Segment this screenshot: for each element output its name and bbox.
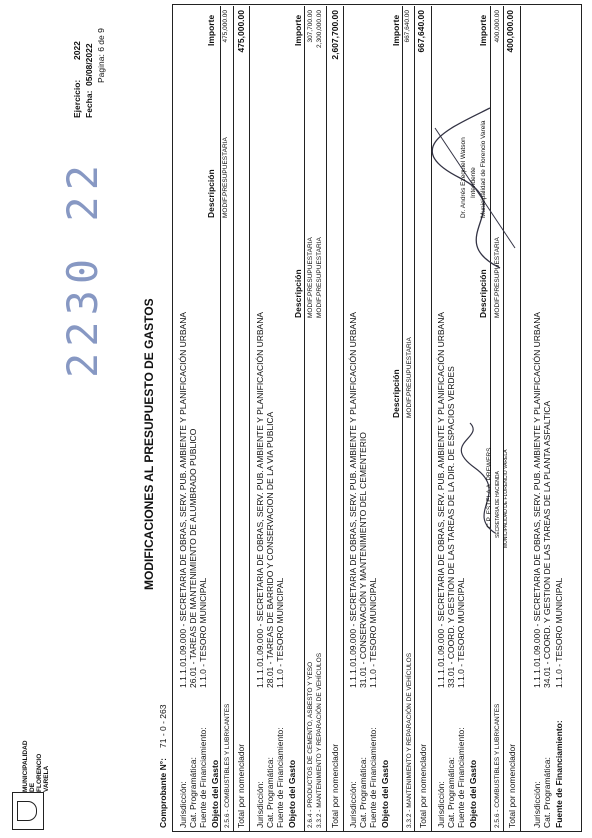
table-row-desc: MODIF.PRESUPUESTARIA [307,237,314,318]
descripcion-header: Descripción [206,169,216,218]
fuente-label: Fuente de Financiamiento: [198,727,208,828]
jurisdiccion-value: 1.1.1.01.09.000 - SECRETARIA DE OBRAS, SERV. PUB. AMBIENTE Y PLANIFICACIÓN URBANA [436,311,446,688]
objeto-header: Objeto del Gasto [380,759,390,828]
signature-2-org: MUNICIPALIDAD DE FLORENCIO VARELA [503,449,509,548]
table-row-obj: 3.3.2 - MANTENIMIENTO Y REPARACIÓN DE VEHÍCULOS [316,652,323,828]
importe-header: Importe [391,14,401,46]
page-title: MODIFICACIONES AL PRESUPUESTO DE GASTOS [142,298,156,590]
objeto-header: Objeto del Gasto [287,759,297,828]
objeto-header: Objeto del Gasto [468,759,478,828]
fuente-value: 1.1.0 - TESORO MUNICIPAL [198,577,208,688]
table-row-desc: MODIF.PRESUPUESTARIA [222,137,229,218]
cat-value: 33.01 - COORD. Y GESTION DE LAS TAREAS DE LA DIR. DE ESPACIOS VERDES [446,366,456,688]
cat-value: 26.01 - TAREAS DE MANTENIMIENTO DE ALUMBRADO PUBLICO [188,428,198,688]
total-value: 475,000.00 [236,10,246,53]
jurisdiccion-label: Jurisdicción: [348,781,358,828]
total-label: Total por nomenclador [418,743,428,828]
table-row-amount: 475,000.00 [222,10,229,43]
ejercicio-value: 2022 [72,41,82,60]
fuente-value: 1.1.0 - TESORO MUNICIPAL [456,577,466,688]
comprobante-value: 71 - 0 - 263 [158,704,168,748]
table-row-obj: 2.5.6 - COMBUSTIBLES Y LUBRICANTES [494,703,501,828]
fuente-label: Fuente de Financiamiento: [456,727,466,828]
descripcion-header: Descripción [391,369,401,418]
cat-label: Cat. Programática: [446,757,456,828]
table-row-amount: 307,700.00 [307,10,314,43]
total-label: Total por nomenclador [236,743,246,828]
signature-1-name: Dr. Andrés Ezequiel Watson [460,137,467,218]
fecha-value: 05/08/2022 [84,43,94,86]
total-value: 400,000.00 [505,10,515,53]
fecha-label: Fecha: [84,90,94,118]
cat-label: Cat. Programática: [358,757,368,828]
signature-2-role: SECRETARIA DE HACIENDA [495,471,501,538]
jurisdiccion-value: 1.1.1.01.09.000 - SECRETARIA DE OBRAS, SERV. PUB. AMBIENTE Y PLANIFICACIÓN URBANA [178,311,188,688]
cat-label: Cat. Programática: [188,757,198,828]
jurisdiccion-label: Jurisdicción: [436,781,446,828]
fuente-value: 1.1.0 - TESORO MUNICIPAL [368,577,378,688]
fuente-label: Fuente de Financiamiento: [554,720,564,828]
objeto-header: Objeto del Gasto [210,759,220,828]
page-number: Pagina: 6 de 9 [96,28,106,83]
jurisdiccion-label: Jurisdicción: [178,781,188,828]
table-row-obj: 2.5.6 - COMBUSTIBLES Y LUBRICANTES [224,703,231,828]
cat-value: 31.01 - CONSERVACIÓN Y MANTENIMIENTO DEL CEMENTERIO [358,432,368,688]
document-stamp: 2230 22 [58,158,107,378]
total-value: 667,640.00 [416,10,426,53]
fuente-value: 1.1.0 - TESORO MUNICIPAL [275,577,285,688]
table-row-amount: 667,640.00 [404,10,411,43]
table-row-amount: 2,300,000.00 [316,10,323,48]
jurisdiccion-label: Jurisdicción: [532,781,542,828]
cat-label: Cat. Programática: [265,757,275,828]
comprobante-label: Comprobante N°: [158,758,168,828]
table-row-desc: MODIF.PRESUPUESTARIA [406,337,413,418]
cat-value: 34.01 - COORD. Y GESTION DE LAS TAREAS DE LA PLANTA ASFALTICA [542,400,552,688]
table-row-amount: 400,000.00 [494,10,501,43]
jurisdiccion-value: 1.1.1.01.09.000 - SECRETARIA DE OBRAS, SERV. PUB. AMBIENTE Y PLANIFICACIÓN URBANA [255,311,265,688]
importe-header: Importe [293,14,303,46]
total-label: Total por nomenclador [507,743,517,828]
jurisdiccion-value: 1.1.1.01.09.000 - SECRETARIA DE OBRAS, SERV. PUB. AMBIENTE Y PLANIFICACIÓN URBANA [348,311,358,688]
total-label: Total por nomenclador [330,743,340,828]
jurisdiccion-label: Jurisdicción: [255,781,265,828]
table-row-desc: MODIF.PRESUPUESTARIA [494,237,501,318]
cat-label: Cat. Programática: [542,757,552,828]
municipality-name: MUNICIPALIDAD DE FLORENCIO VARELA [22,740,50,792]
fuente-label: Fuente de Financiamiento: [368,727,378,828]
total-value: 2,607,700.00 [330,10,340,60]
fuente-label: Fuente de Financiamiento: [275,727,285,828]
table-row-desc: MODIF.PRESUPUESTARIA [316,237,323,318]
cat-value: 28.01 - TAREAS DE BARRIDO Y CONSERVACION DE LA VIA PUBLICA [265,411,275,688]
signature-2-name: C.P. ESTELA A. PREWERS [486,447,493,528]
descripcion-header: Descripción [293,269,303,318]
ejercicio-label: Ejercicio: [72,79,82,118]
signature-1-role: Intendente [470,167,477,198]
importe-header: Importe [478,14,488,46]
jurisdiccion-value: 1.1.1.01.09.000 - SECRETARIA DE OBRAS, SERV. PUB. AMBIENTE Y PLANIFICACIÓN URBANA [532,311,542,688]
importe-header: Importe [206,14,216,46]
table-row-obj: 2.6.4 - PRODUCTOS DE CEMENTO, ASBESTO Y YESO [307,661,314,828]
signature-1-org: Municipalidad de Florencio Varela [480,120,487,218]
table-row-obj: 3.3.2 - MANTENIMIENTO Y REPARACIÓN DE VEHÍCULOS [406,652,413,828]
fuente-value: 1.1.0 - TESORO MUNICIPAL [554,577,564,688]
descripcion-header: Descripción [478,269,488,318]
municipality-logo [12,792,44,830]
